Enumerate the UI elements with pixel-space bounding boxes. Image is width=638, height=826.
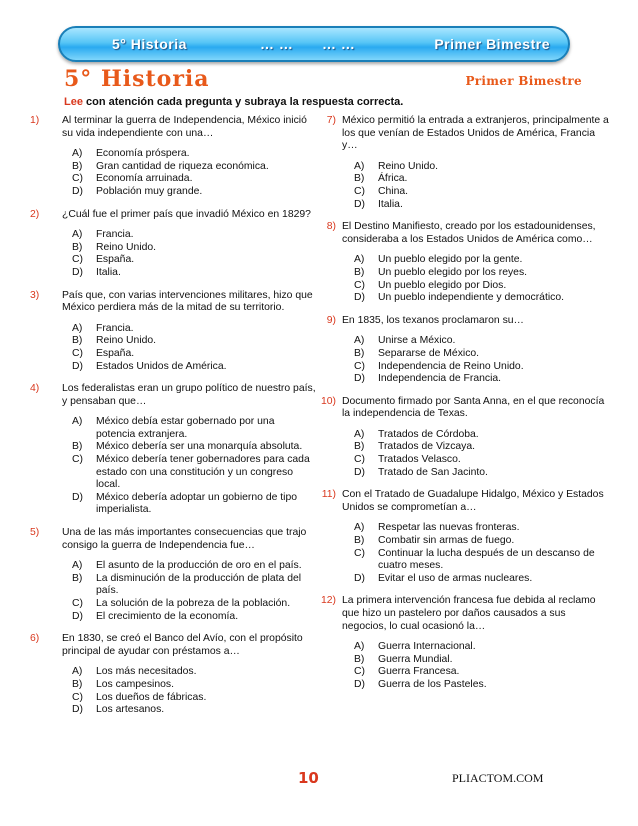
option-letter: C) — [72, 691, 83, 703]
answer-option[interactable] — [354, 573, 612, 586]
page-title: 5° Historia — [64, 66, 210, 92]
option-letter: C) — [354, 360, 365, 372]
option-text: Tratados de Córdoba. — [378, 428, 479, 440]
option-letter: B) — [354, 535, 365, 547]
option-text: Población muy grande. — [96, 185, 203, 197]
answer-option[interactable] — [354, 454, 612, 467]
option-text: Tratados de Vizcaya. — [378, 441, 476, 453]
option-letter: D) — [354, 572, 365, 584]
question-item — [30, 290, 316, 374]
option-text: Estados Unidos de América. — [96, 360, 227, 372]
answer-option[interactable] — [354, 373, 612, 386]
question-item — [312, 315, 612, 386]
question-number: 5) — [30, 527, 40, 539]
option-letter: D) — [354, 466, 365, 478]
answer-option[interactable] — [72, 361, 316, 374]
question-number: 7) — [326, 115, 336, 126]
question-text: En 1830, se creó el Banco del Avío, con el propósito principal de ayudar con préstamos a… — [62, 633, 303, 657]
answer-option[interactable] — [72, 242, 316, 255]
option-letter: A) — [354, 428, 365, 440]
answer-option[interactable] — [72, 692, 316, 705]
answer-option[interactable] — [72, 679, 316, 692]
answer-option[interactable] — [354, 679, 612, 692]
question-prompt — [312, 115, 612, 153]
answer-option[interactable] — [72, 173, 316, 186]
answer-option[interactable] — [354, 654, 612, 667]
option-letter: A) — [72, 560, 83, 572]
answer-option[interactable] — [354, 186, 612, 199]
option-text: Economía arruinada. — [96, 173, 193, 185]
answer-option[interactable] — [72, 573, 316, 598]
banner-ellipsis-2: … … — [322, 36, 356, 52]
question-number: 12) — [320, 595, 336, 607]
option-letter: D) — [72, 704, 83, 716]
option-text: Los campesinos. — [96, 678, 174, 690]
answer-option[interactable] — [72, 611, 316, 624]
answer-option[interactable] — [72, 704, 316, 717]
question-item — [30, 209, 316, 280]
option-text: Gran cantidad de riqueza económica. — [96, 160, 269, 172]
option-text: El crecimiento de la economía. — [96, 610, 239, 622]
option-letter: D) — [72, 610, 83, 622]
option-letter: D) — [354, 198, 365, 210]
option-text: Un pueblo elegido por la gente. — [378, 254, 523, 266]
answer-option[interactable] — [354, 292, 612, 305]
option-text: Reino Unido. — [96, 241, 157, 253]
left-question-column — [30, 115, 316, 727]
option-text: La disminución de la producción de plata del país. — [96, 572, 302, 597]
option-letter: B) — [354, 653, 365, 665]
question-number: 4) — [30, 383, 40, 395]
option-letter: B) — [72, 572, 83, 584]
question-text: La primera intervención francesa fue debida al reclamo que hizo un pastelero por daños causados a sus negocios, lo cual ocasionó la… — [342, 595, 596, 632]
answer-option[interactable] — [354, 348, 612, 361]
option-text: México debería ser una monarquía absoluta. — [96, 441, 303, 453]
instruction-text — [64, 96, 403, 108]
banner-ellipsis-1: … … — [260, 36, 294, 52]
question-item — [312, 595, 612, 691]
answer-option[interactable] — [354, 666, 612, 679]
option-text: Italia. — [96, 266, 121, 278]
option-letter: B) — [72, 441, 83, 453]
question-prompt — [312, 315, 612, 328]
question-text: País que, con varias intervenciones militares, hizo que México perdiera más de la mitad de su territorio. — [62, 289, 313, 314]
answer-option[interactable] — [72, 254, 316, 267]
option-text: Guerra Internacional. — [378, 641, 476, 653]
option-letter: A) — [354, 522, 365, 534]
option-text: Economía próspera. — [96, 148, 190, 160]
option-text: Respetar las nuevas fronteras. — [378, 522, 520, 534]
answer-option[interactable] — [72, 186, 316, 199]
answer-option[interactable] — [72, 666, 316, 679]
question-prompt — [30, 290, 316, 315]
option-letter: C) — [72, 598, 83, 609]
option-letter: B) — [354, 347, 365, 359]
option-text: Separarse de México. — [378, 347, 480, 359]
option-letter: A) — [72, 666, 83, 678]
answer-option[interactable] — [354, 429, 612, 442]
header-banner — [58, 26, 570, 62]
option-letter: A) — [72, 416, 83, 428]
option-letter: C) — [72, 347, 83, 359]
option-text: Reino Unido. — [378, 160, 439, 172]
answer-options — [312, 254, 612, 304]
answer-option[interactable] — [354, 548, 612, 573]
option-text: Guerra de los Pasteles. — [378, 678, 487, 690]
question-text: En 1835, los texanos proclamaron su… — [342, 314, 524, 326]
question-number: 2) — [30, 208, 40, 220]
instruction-body: con atención cada pregunta y subraya la respuesta correcta. — [82, 96, 404, 108]
answer-options — [30, 323, 316, 373]
answer-option[interactable] — [354, 254, 612, 267]
question-prompt — [30, 209, 316, 222]
banner-period: Primer Bimestre — [434, 36, 550, 52]
question-item — [312, 115, 612, 211]
question-number: 3) — [30, 289, 40, 301]
answer-options — [312, 161, 612, 211]
answer-option[interactable] — [72, 348, 316, 361]
question-item — [30, 527, 316, 623]
option-letter: B) — [72, 241, 83, 253]
answer-option[interactable] — [354, 441, 612, 454]
question-number: 1) — [30, 115, 40, 126]
option-text: Guerra Francesa. — [378, 666, 460, 678]
answer-options — [30, 560, 316, 623]
question-text: ¿Cuál fue el primer país que invadió México en 1829? — [62, 208, 311, 220]
option-text: Evitar el uso de armas nucleares. — [378, 572, 533, 584]
question-text: Una de las más importantes consecuencias que trajo consigo la guerra de Independencia fue… — [62, 527, 307, 551]
question-prompt — [312, 595, 612, 633]
option-letter: A) — [72, 229, 83, 241]
question-text: Documento firmado por Santa Anna, en el que reconocía la independencia de Texas. — [342, 395, 605, 420]
instruction-lead: Lee — [64, 96, 83, 108]
answer-option[interactable] — [72, 335, 316, 348]
question-prompt — [30, 383, 316, 408]
option-text: Combatir sin armas de fuego. — [378, 535, 515, 547]
question-text: Al terminar la guerra de Independencia, México inició su vida independiente con una… — [62, 115, 307, 139]
answer-options — [312, 522, 612, 585]
answer-option[interactable] — [72, 229, 316, 242]
option-text: Unirse a México. — [378, 335, 456, 347]
answer-option[interactable] — [72, 598, 316, 611]
answer-option[interactable] — [354, 267, 612, 280]
question-number: 8) — [326, 221, 336, 233]
option-letter: A) — [72, 148, 83, 160]
option-letter: D) — [354, 292, 365, 304]
option-text: Un pueblo elegido por Dios. — [378, 279, 507, 291]
option-letter: B) — [354, 173, 365, 185]
answer-option[interactable] — [354, 161, 612, 174]
right-question-column — [312, 115, 612, 702]
option-text: Francia. — [96, 322, 134, 334]
option-text: China. — [378, 185, 409, 197]
question-text: Los federalistas eran un grupo político de nuestro país, y pensaban que… — [62, 383, 316, 407]
answer-options — [30, 666, 316, 716]
footer-site: PLIACTOM.COM — [452, 771, 544, 785]
answer-options — [30, 416, 316, 517]
option-letter: C) — [354, 547, 365, 559]
answer-option[interactable] — [72, 267, 316, 280]
option-text: Continuar la lucha después de un descanso de cuatro meses. — [378, 547, 595, 572]
option-letter: B) — [72, 335, 83, 347]
option-letter: D) — [72, 185, 83, 197]
option-text: Los artesanos. — [96, 704, 165, 716]
answer-option[interactable] — [354, 173, 612, 186]
question-text: México permitió la entrada a extranjeros, principalmente a los que venían de Estados Unidos de América, Francia y… — [342, 115, 609, 152]
question-number: 11) — [321, 489, 336, 501]
answer-option[interactable] — [72, 560, 316, 573]
question-text: El Destino Manifiesto, creado por los estadounidenses, consideraba a los Estados Unidos de América como… — [342, 221, 596, 245]
question-prompt — [30, 115, 316, 140]
option-letter: A) — [354, 254, 365, 266]
option-text: El asunto de la producción de oro en el país. — [96, 560, 302, 572]
option-text: Italia. — [378, 198, 403, 210]
option-letter: A) — [354, 641, 365, 653]
answer-option[interactable] — [354, 280, 612, 293]
option-letter: C) — [354, 185, 365, 197]
option-letter: D) — [354, 373, 365, 385]
option-text: Los más necesitados. — [96, 666, 197, 678]
answer-options — [312, 429, 612, 479]
question-prompt — [30, 527, 316, 552]
option-text: Guerra Mundial. — [378, 653, 453, 665]
answer-options — [30, 229, 316, 279]
question-prompt — [312, 489, 612, 514]
option-text: La solución de la pobreza de la población. — [96, 598, 291, 609]
answer-option[interactable] — [72, 416, 316, 441]
question-number: 10) — [320, 395, 336, 407]
question-item — [312, 221, 612, 305]
question-item — [312, 396, 612, 480]
option-letter: A) — [72, 322, 83, 334]
answer-option[interactable] — [72, 492, 316, 517]
option-letter: B) — [354, 266, 365, 278]
option-text: México debería tener gobernadores para cada estado con una constitución y un congreso local. — [96, 454, 310, 491]
option-text: México debería adoptar un gobierno de tipo imperialista. — [96, 491, 298, 516]
option-text: Independencia de Francia. — [378, 373, 502, 385]
page-number: 10 — [298, 769, 319, 787]
option-letter: D) — [72, 491, 83, 503]
answer-options — [312, 641, 612, 691]
option-letter: D) — [72, 266, 83, 278]
option-text: Francia. — [96, 229, 134, 241]
answer-option[interactable] — [72, 454, 316, 492]
option-text: Los dueños de fábricas. — [96, 691, 207, 703]
option-letter: C) — [72, 454, 83, 466]
option-letter: C) — [354, 454, 365, 466]
answer-option[interactable] — [354, 199, 612, 212]
option-text: Reino Unido. — [96, 335, 157, 347]
question-prompt — [312, 396, 612, 421]
answer-option[interactable] — [354, 335, 612, 348]
answer-option[interactable] — [72, 323, 316, 336]
question-item — [312, 489, 612, 585]
option-text: Tratados Velasco. — [378, 454, 461, 466]
option-letter: A) — [354, 335, 365, 347]
option-text: Un pueblo independiente y democrático. — [378, 292, 565, 304]
question-item — [30, 115, 316, 199]
option-letter: C) — [354, 279, 365, 291]
option-letter: C) — [354, 666, 365, 678]
option-letter: B) — [354, 441, 365, 453]
question-item — [30, 383, 316, 517]
option-letter: B) — [72, 160, 83, 172]
question-prompt — [30, 633, 316, 658]
banner-subject: 5° Historia — [112, 36, 187, 52]
option-letter: C) — [72, 254, 83, 266]
option-letter: D) — [72, 360, 83, 372]
option-text: África. — [378, 173, 408, 185]
question-number: 6) — [30, 633, 40, 645]
question-item — [30, 633, 316, 717]
question-number: 9) — [326, 314, 336, 326]
answer-option[interactable] — [72, 441, 316, 454]
option-text: Independencia de Reino Unido. — [378, 360, 524, 372]
answer-option[interactable] — [354, 522, 612, 535]
option-text: Tratado de San Jacinto. — [378, 466, 488, 478]
option-text: España. — [96, 254, 135, 266]
question-text: Con el Tratado de Guadalupe Hidalgo, México y Estados Unidos se comprometían a… — [342, 489, 604, 513]
option-text: España. — [96, 347, 135, 359]
option-text: México debía estar gobernado por una potencia extranjera. — [96, 416, 275, 440]
page-period: Primer Bimestre — [465, 74, 582, 88]
answer-options — [30, 148, 316, 198]
question-prompt — [312, 221, 612, 246]
answer-options — [312, 335, 612, 385]
answer-option[interactable] — [354, 535, 612, 548]
answer-option[interactable] — [354, 361, 612, 374]
answer-option[interactable] — [72, 148, 316, 161]
answer-option[interactable] — [354, 641, 612, 654]
option-letter: D) — [354, 678, 365, 690]
option-text: Un pueblo elegido por los reyes. — [378, 266, 528, 278]
option-letter: B) — [72, 678, 83, 690]
answer-option[interactable] — [72, 161, 316, 174]
option-letter: A) — [354, 160, 365, 172]
answer-option[interactable] — [354, 467, 612, 480]
option-letter: C) — [72, 173, 83, 185]
